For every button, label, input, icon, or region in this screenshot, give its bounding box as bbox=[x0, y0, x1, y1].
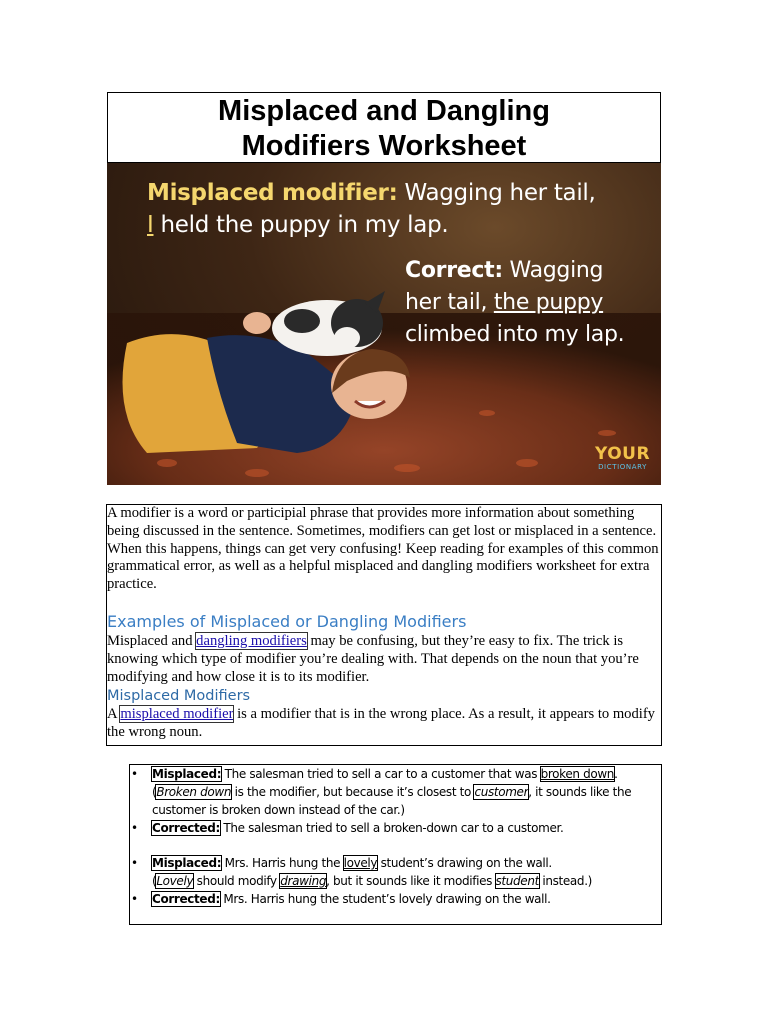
worksheet-title-box bbox=[107, 92, 661, 163]
intro-paragraph: A modifier is a word or participial phrase that provides more information about something being discussed in the sentence. Sometimes, modifiers can get lost or misplaced in a sentence. When this happens, things can get very confusing! Keep reading for examples of this common grammatical error, as well as a helpful misplaced and dangling modifiers worksheet for extra practice. bbox=[107, 505, 659, 593]
hero-misplaced-subject: I bbox=[147, 212, 154, 238]
yourdictionary-logo bbox=[595, 445, 650, 472]
dangling-modifiers-link[interactable]: dangling modifiers bbox=[196, 632, 307, 649]
modifier-highlight: Broken down bbox=[156, 785, 232, 799]
p1-text-b: may be confusing, but they’re easy to fix. The trick is knowing which type of modifier you’re dealing with. That depends on the noun that you’re modifying and how close it is to its modifier. bbox=[107, 632, 639, 685]
hero-misplaced-text-2: held the puppy in my lap. bbox=[153, 212, 449, 238]
misplaced-modifier-link[interactable]: misplaced modifier bbox=[120, 706, 234, 723]
hero-misplaced-text-1: Wagging her tail, bbox=[397, 180, 596, 206]
example-text: instead.) bbox=[538, 874, 592, 888]
example-text: The salesman tried to sell a car to a customer that was bbox=[221, 767, 541, 781]
title-line-2: Modifiers Worksheet bbox=[241, 130, 527, 162]
misplaced-label: Misplaced: bbox=[152, 856, 222, 870]
page-title bbox=[108, 93, 660, 164]
logo-top-text: YOUR bbox=[595, 444, 651, 464]
example-text: . bbox=[614, 767, 618, 781]
section-heading: Examples of Misplaced or Dangling Modifiers bbox=[107, 611, 467, 631]
hero-correct-caption bbox=[405, 255, 624, 351]
modifier-highlight: Lovely bbox=[156, 874, 194, 888]
corrected-label: Corrected: bbox=[152, 892, 220, 906]
noun-highlight: customer bbox=[474, 785, 529, 799]
example-text: , it sounds like the customer is broken down instead of the car.) bbox=[152, 785, 632, 817]
hero-correct-label: Correct: bbox=[405, 258, 503, 283]
hero-correct-text-1: Wagging bbox=[502, 258, 604, 283]
examples-box bbox=[129, 764, 662, 925]
list-item bbox=[152, 890, 661, 908]
example-text: Mrs. Harris hung the bbox=[221, 856, 344, 870]
logo-bottom-text: DICTIONARY bbox=[598, 463, 647, 471]
list-item bbox=[152, 765, 661, 819]
example-text: ( bbox=[152, 785, 157, 799]
list-item bbox=[152, 819, 661, 837]
hero-image bbox=[107, 163, 661, 485]
noun-highlight: student bbox=[495, 874, 539, 888]
hero-correct-text-2: her tail, bbox=[405, 290, 494, 315]
title-line-1: Misplaced and Dangling bbox=[218, 95, 550, 127]
p2-text-b: is a modifier that is in the wrong place. As a result, it appears to modify the wrong noun. bbox=[107, 706, 655, 741]
misplaced-label: Misplaced: bbox=[152, 767, 222, 781]
p1-text-a: Misplaced and bbox=[107, 632, 197, 649]
example-text: should modify bbox=[193, 874, 281, 888]
subsection-heading: Misplaced Modifiers bbox=[107, 688, 251, 705]
p2-text-a: A bbox=[107, 706, 121, 723]
article-body bbox=[106, 504, 662, 746]
noun-highlight: drawing bbox=[280, 874, 327, 888]
section-paragraph-1 bbox=[107, 633, 661, 686]
example-text: The salesman tried to sell a broken-down car to a customer. bbox=[219, 821, 564, 835]
hero-misplaced-label: Misplaced modifier: bbox=[147, 180, 398, 206]
example-text: Mrs. Harris hung the student’s lovely drawing on the wall. bbox=[219, 892, 551, 906]
hero-correct-subject: the puppy bbox=[493, 290, 604, 315]
modifier-highlight: lovely bbox=[343, 856, 378, 870]
list-item bbox=[152, 854, 661, 890]
example-text: ( bbox=[152, 874, 157, 888]
section-paragraph-2 bbox=[107, 706, 661, 742]
example-text: , but it sounds like it modifies bbox=[326, 874, 496, 888]
hero-correct-text-3: climbed into my lap. bbox=[405, 322, 625, 347]
corrected-label: Corrected: bbox=[152, 821, 220, 835]
examples-list bbox=[130, 765, 661, 908]
list-spacer bbox=[152, 837, 661, 854]
example-text: student’s drawing on the wall. bbox=[377, 856, 552, 870]
example-text: is the modifier, but because it’s closest to bbox=[231, 785, 475, 799]
modifier-highlight: broken down bbox=[540, 767, 615, 781]
hero-misplaced-caption bbox=[147, 177, 596, 241]
